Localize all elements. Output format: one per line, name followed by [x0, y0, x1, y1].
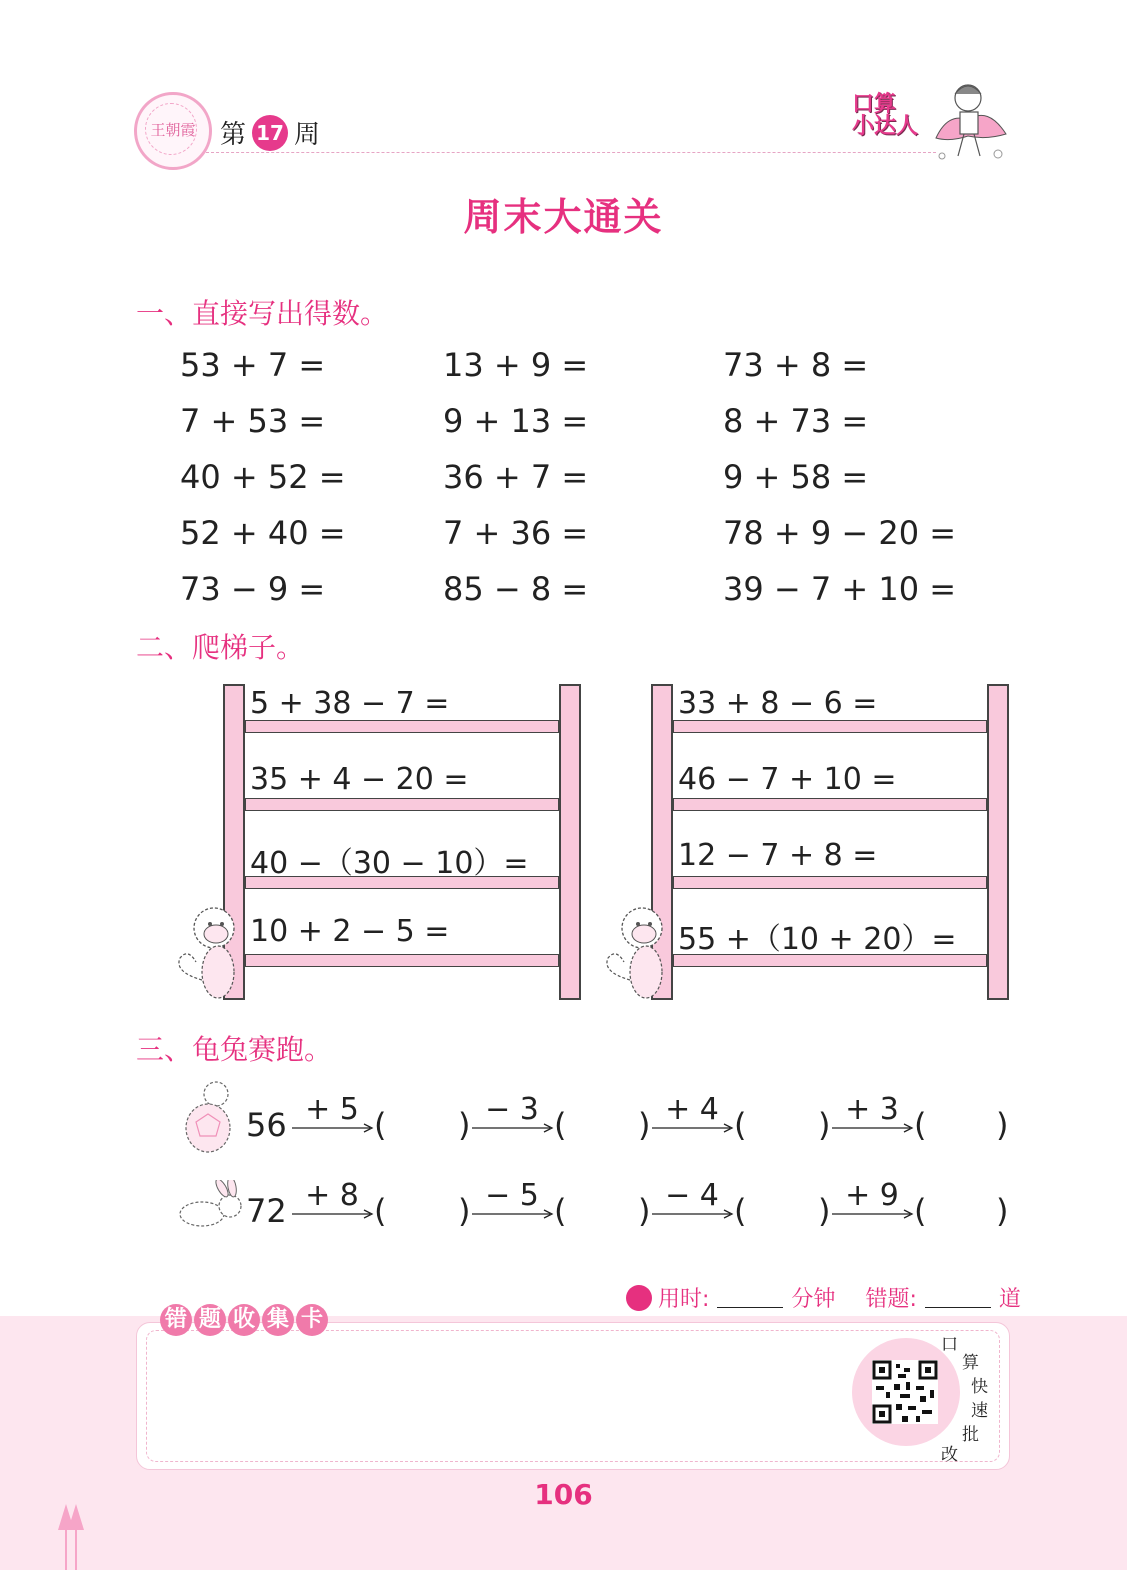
card-title-char: 错: [160, 1304, 192, 1336]
ladder-equation: 10 + 2 − 5 =: [250, 914, 450, 949]
arrow-up-icon: [54, 1500, 88, 1570]
brand-line-1: 口算: [852, 92, 897, 117]
card-title: [160, 1304, 328, 1336]
time-error-record: [626, 1282, 1021, 1313]
week-suffix: 周: [294, 120, 321, 150]
ladder-equation: 55 +（10 + 20）=: [678, 922, 957, 957]
arrow-icon: [292, 1208, 374, 1220]
operation-label: + 8: [305, 1178, 359, 1213]
ladder-equation: 40 −（30 − 10）=: [250, 846, 529, 881]
equation: 13 + 9 =: [443, 346, 589, 384]
equation: 9 + 13 =: [443, 402, 589, 440]
time-unit: 分钟: [791, 1287, 836, 1312]
header-divider: [206, 152, 936, 153]
ladder-rung: [245, 798, 559, 811]
arrow-icon: [832, 1208, 914, 1220]
section-3-heading: 三、龟兔赛跑。: [136, 1033, 333, 1066]
arrow-icon: [292, 1122, 374, 1134]
answer-paren-open: (: [554, 1106, 567, 1144]
card-title-char: 题: [194, 1304, 226, 1336]
equation: 9 + 58 =: [723, 458, 869, 496]
answer-paren-close: ): [458, 1192, 471, 1230]
answer-paren-close: ): [458, 1106, 471, 1144]
arrow-icon: [472, 1122, 554, 1134]
time-label: 用时:: [658, 1287, 710, 1312]
equation: 53 + 7 =: [180, 346, 326, 384]
operation-label: + 3: [845, 1092, 899, 1127]
ladder-equation: 12 − 7 + 8 =: [678, 838, 878, 873]
answer-paren-close: ): [638, 1106, 651, 1144]
ladder-rung: [673, 798, 987, 811]
operation-label: + 9: [845, 1178, 899, 1213]
equation: 78 + 9 − 20 =: [723, 514, 957, 552]
card-title-char: 收: [228, 1304, 260, 1336]
turtle-start-number: 56: [246, 1106, 287, 1144]
brand-logo: [852, 94, 924, 138]
ladder-rung: [245, 954, 559, 967]
monkey-icon: [598, 902, 676, 1006]
girl-mascot-icon: [928, 76, 1014, 166]
ladder-rung: [673, 720, 987, 733]
equation: 40 + 52 =: [180, 458, 346, 496]
operation-label: − 5: [485, 1178, 539, 1213]
equation: 7 + 36 =: [443, 514, 589, 552]
stopwatch-icon: [626, 1285, 652, 1311]
operation-label: + 5: [305, 1092, 359, 1127]
operation-label: − 3: [485, 1092, 539, 1127]
ladder-equation: 35 + 4 − 20 =: [250, 762, 469, 797]
equation: 73 + 8 =: [723, 346, 869, 384]
ladder-equation: 5 + 38 − 7 =: [250, 686, 450, 721]
answer-paren-open: (: [374, 1192, 387, 1230]
brand-line-2: 小达人: [852, 114, 919, 139]
answer-paren-open: (: [914, 1106, 927, 1144]
qr-side-text: 算: [962, 1353, 979, 1373]
equation: 52 + 40 =: [180, 514, 346, 552]
week-number-badge: 17: [252, 115, 288, 151]
ladder-rung: [673, 876, 987, 889]
answer-paren-open: (: [554, 1192, 567, 1230]
answer-paren-open: (: [374, 1106, 387, 1144]
section-2-heading: 二、爬梯子。: [136, 631, 305, 664]
rabbit-icon: [176, 1180, 246, 1236]
arrow-icon: [652, 1208, 734, 1220]
page-title: 周末大通关: [463, 195, 664, 239]
arrow-icon: [472, 1208, 554, 1220]
section-1-heading: 一、直接写出得数。: [136, 297, 389, 330]
ladder-equation: 33 + 8 − 6 =: [678, 686, 878, 721]
answer-paren-open: (: [734, 1192, 747, 1230]
week-label: [220, 114, 320, 151]
answer-paren-open: (: [734, 1106, 747, 1144]
answer-paren-open: (: [914, 1192, 927, 1230]
logo: [134, 92, 212, 170]
arrow-icon: [652, 1122, 734, 1134]
answer-paren-close: ): [996, 1106, 1009, 1144]
page-number: 106: [534, 1478, 593, 1511]
week-prefix: 第: [220, 120, 247, 150]
arrow-icon: [832, 1122, 914, 1134]
time-blank: [717, 1287, 783, 1308]
logo-text: 王朝霞: [150, 121, 196, 139]
equation: 39 − 7 + 10 =: [723, 570, 957, 608]
error-blank: [925, 1287, 991, 1308]
card-title-char: 集: [262, 1304, 294, 1336]
answer-paren-close: ): [818, 1192, 831, 1230]
qr-side-text: 快: [971, 1377, 988, 1397]
error-unit: 道: [998, 1287, 1021, 1312]
ladder-right-rail: [559, 684, 581, 1000]
equation: 73 − 9 =: [180, 570, 326, 608]
ladder-rung: [245, 720, 559, 733]
operation-label: + 4: [665, 1092, 719, 1127]
monkey-icon: [170, 902, 248, 1006]
equation: 7 + 53 =: [180, 402, 326, 440]
answer-paren-close: ): [638, 1192, 651, 1230]
qr-code-icon[interactable]: [872, 1360, 938, 1424]
equation: 85 − 8 =: [443, 570, 589, 608]
operation-label: − 4: [665, 1178, 719, 1213]
ladder-equation: 46 − 7 + 10 =: [678, 762, 897, 797]
ladder-right-rail: [987, 684, 1009, 1000]
qr-side-text: 批: [962, 1425, 979, 1445]
answer-paren-close: ): [818, 1106, 831, 1144]
qr-side-text: 速: [971, 1401, 988, 1421]
rabbit-start-number: 72: [246, 1192, 287, 1230]
qr-side-text: 改: [941, 1445, 958, 1465]
equation: 8 + 73 =: [723, 402, 869, 440]
equation: 36 + 7 =: [443, 458, 589, 496]
card-title-char: 卡: [296, 1304, 328, 1336]
turtle-icon: [176, 1078, 240, 1158]
error-label: 错题:: [865, 1287, 917, 1312]
qr-side-text: 口: [941, 1335, 958, 1355]
answer-paren-close: ): [996, 1192, 1009, 1230]
